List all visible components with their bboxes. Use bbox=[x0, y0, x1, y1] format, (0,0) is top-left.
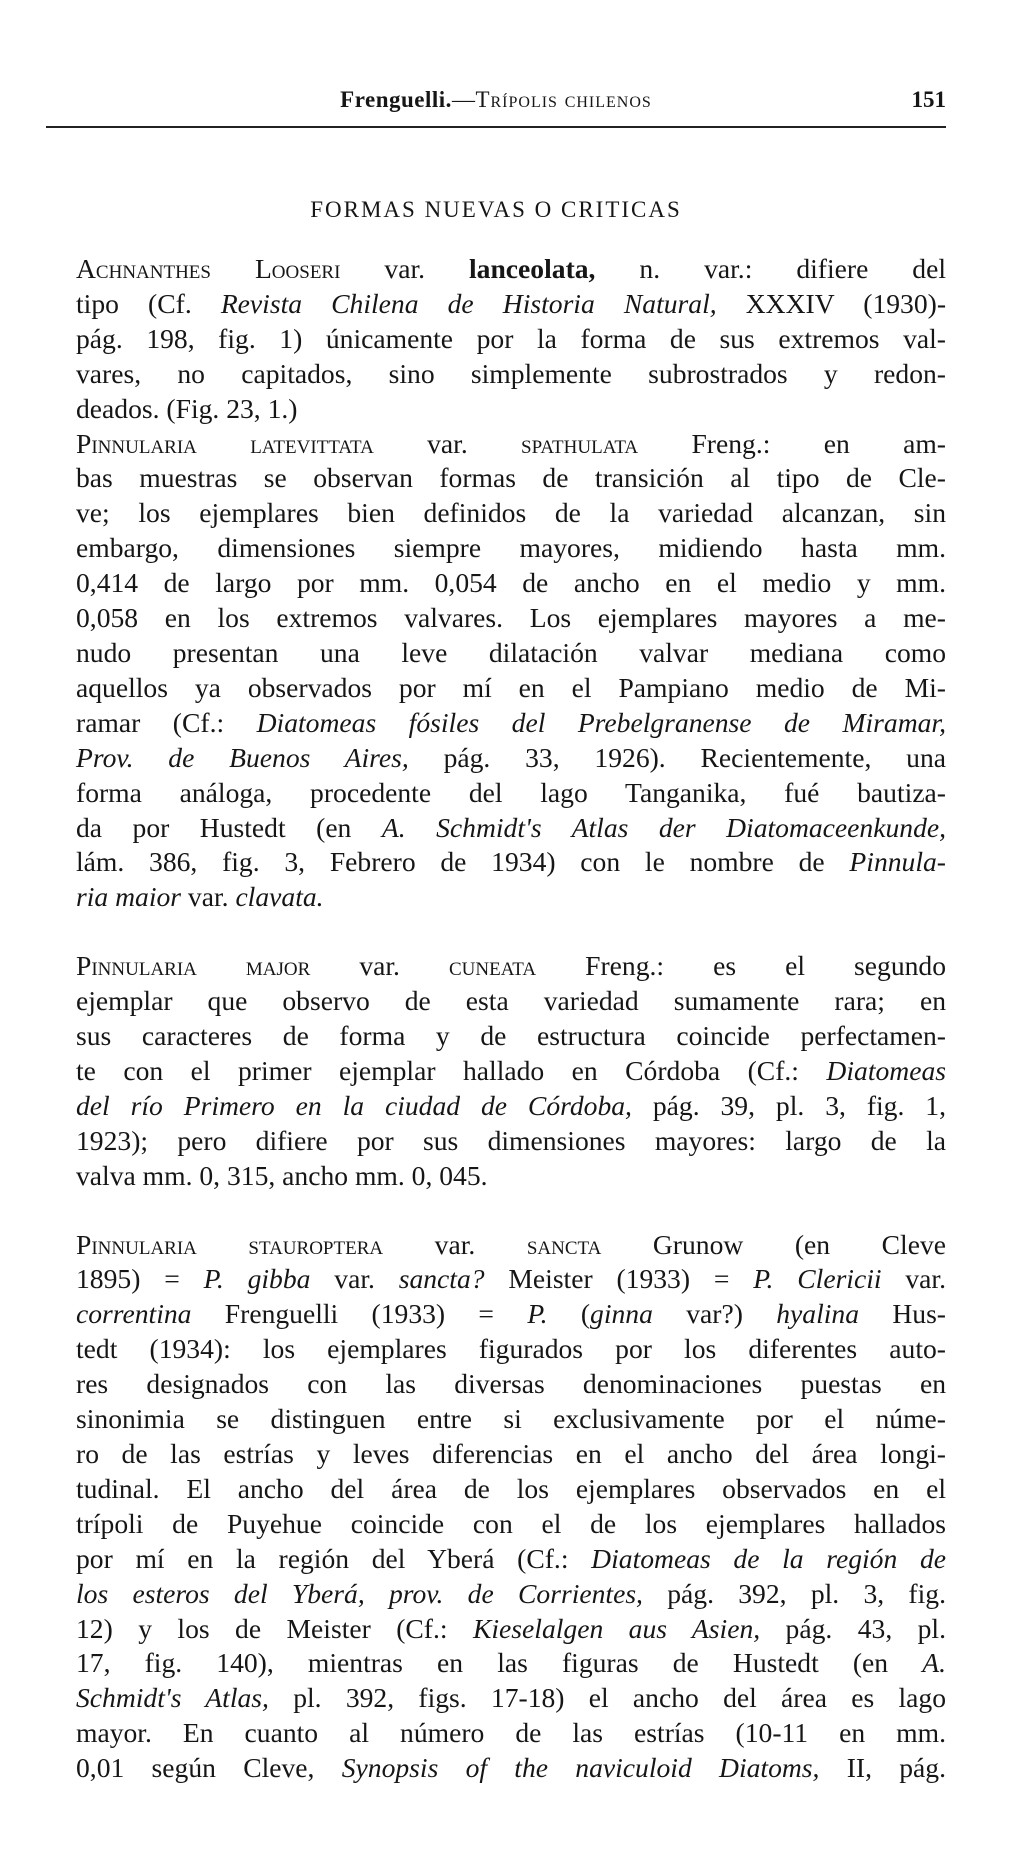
citation-title: Prov. de Buenos Aires, bbox=[76, 741, 409, 773]
text-run: tipo (Cf. bbox=[76, 287, 221, 319]
text-run: Hus- bbox=[859, 1298, 946, 1330]
paragraph-pinnularia-major bbox=[76, 949, 946, 1193]
text-run: lám. 386, fig. 3, Febrero de 1934) con le nombre de bbox=[76, 846, 850, 878]
text-line: valva mm. 0, 315, ancho mm. 0, 045. bbox=[76, 1159, 488, 1191]
new-variety-name: lanceolata, bbox=[469, 253, 596, 284]
text-line bbox=[76, 1262, 946, 1297]
taxon-name: Pinnularia stauroptera bbox=[76, 1228, 384, 1260]
taxon-italic: P. bbox=[527, 1298, 548, 1330]
text-run: pág. 43, pl. bbox=[760, 1612, 946, 1644]
text-line: bas muestras se observan formas de transición al tipo de Cle- bbox=[76, 462, 946, 494]
variety-name: cuneata bbox=[448, 950, 537, 982]
text-line bbox=[76, 1612, 946, 1647]
text-run: var. bbox=[881, 1263, 946, 1295]
body-text bbox=[76, 252, 946, 1786]
text-run: var. bbox=[340, 253, 469, 284]
text-line: tudinal. El ancho del área de los ejemplares observados en el bbox=[76, 1472, 946, 1504]
header-rule bbox=[46, 126, 946, 128]
text-line: aquellos ya observados por mí en el Pampiano medio de Mi- bbox=[76, 671, 946, 703]
paragraph-achnanthes bbox=[76, 252, 946, 427]
text-line bbox=[76, 949, 946, 984]
citation-title: Kieselalgen aus Asien, bbox=[472, 1612, 761, 1644]
text-run: 1895) = bbox=[76, 1263, 204, 1295]
taxon-italic: clavata. bbox=[235, 881, 324, 913]
text-line bbox=[76, 1089, 946, 1124]
text-line: tedt (1934): los ejemplares figurados por los diferentes auto- bbox=[76, 1333, 946, 1365]
text-run: var. bbox=[383, 1228, 527, 1260]
running-head-title: Trípolis chilenos bbox=[475, 87, 652, 112]
text-run: pl. 392, figs. 17-18) el ancho del área es lago bbox=[268, 1682, 946, 1714]
running-head bbox=[46, 82, 946, 118]
taxon-italic: sancta? bbox=[398, 1263, 485, 1295]
text-run: por mí en la región del Yberá (Cf.: bbox=[76, 1542, 592, 1574]
text-run: var. bbox=[373, 427, 522, 459]
citation-title: Revista Chilena de Historia Natural, bbox=[220, 287, 717, 319]
taxon-italic: P. Clericii bbox=[753, 1263, 882, 1295]
taxon-italic: ginna bbox=[590, 1298, 653, 1330]
text-line: mayor. En cuanto al número de las estrías (10-11 en mm. bbox=[76, 1717, 946, 1749]
paragraph-gap bbox=[76, 1194, 946, 1228]
text-run: n. var.: difiere del bbox=[595, 253, 947, 284]
running-head-author: Frenguelli. bbox=[340, 87, 452, 112]
section-title: FORMAS NUEVAS O CRITICAS bbox=[310, 197, 682, 222]
taxon-name: Achnanthes Looseri bbox=[76, 253, 341, 284]
text-line bbox=[76, 1577, 946, 1612]
text-line: ro de las estrías y leves diferencias en el ancho del área longi- bbox=[76, 1438, 946, 1469]
text-run: pág. 33, 1926). Recientemente, una bbox=[408, 741, 946, 773]
text-line bbox=[76, 1542, 946, 1577]
text-line: 0,414 de largo por mm. 0,054 de ancho en el medio y mm. bbox=[76, 567, 946, 599]
citation-title: Diatomeas fósiles del Prebelgranense de Miramar, bbox=[256, 706, 946, 738]
text-line bbox=[76, 741, 946, 776]
text-run: Meister (1933) = bbox=[484, 1263, 754, 1295]
text-run: Frenguelli (1933) = bbox=[191, 1298, 528, 1330]
text-line: pág. 198, fig. 1) únicamente por la forma de sus extremos val- bbox=[76, 322, 946, 354]
text-line bbox=[76, 706, 946, 741]
text-run: da por Hustedt (en bbox=[76, 811, 382, 843]
text-run: Freng.: en am- bbox=[638, 427, 946, 459]
running-head-separator: — bbox=[451, 87, 476, 112]
taxon-name: Pinnularia latevittata bbox=[76, 427, 374, 459]
text-run: var. bbox=[181, 881, 236, 913]
text-line: 1923); pero difiere por sus dimensiones mayores: largo de la bbox=[76, 1124, 946, 1156]
text-line bbox=[76, 427, 946, 462]
running-head-text bbox=[46, 82, 946, 118]
text-line bbox=[76, 845, 946, 880]
text-run: pág. 392, pl. 3, fig. bbox=[642, 1577, 946, 1609]
text-line: deados. (Fig. 23, 1.) bbox=[76, 392, 298, 424]
text-run: var. bbox=[310, 950, 449, 982]
text-line: forma análoga, procedente del lago Tanganika, fué bautiza- bbox=[76, 776, 946, 808]
text-line bbox=[76, 1228, 946, 1263]
text-line: sinonimia se distinguen entre si exclusivamente por el núme- bbox=[76, 1403, 946, 1435]
text-run: var?) bbox=[652, 1298, 777, 1330]
text-line bbox=[76, 880, 946, 915]
text-line bbox=[76, 1054, 946, 1089]
citation-title: del río Primero en la ciudad de Córdoba, bbox=[76, 1089, 632, 1121]
text-run: XXXIV (1930)- bbox=[716, 287, 947, 319]
text-line: trípoli de Puyehue coincide con el de los ejemplares hallados bbox=[76, 1507, 946, 1539]
text-line: vares, no capitados, sino simplemente subrostrados y redon- bbox=[76, 357, 946, 389]
taxon-italic: Pinnula- bbox=[849, 846, 946, 878]
text-line: res designados con las diversas denominaciones puestas en bbox=[76, 1368, 946, 1400]
text-line: embargo, dimensiones siempre mayores, midiendo hasta mm. bbox=[76, 532, 946, 564]
text-line bbox=[76, 1751, 946, 1786]
paragraph-gap bbox=[76, 915, 946, 949]
text-run: 0,01 según Cleve, bbox=[76, 1752, 342, 1784]
citation-title: A. bbox=[922, 1647, 946, 1679]
taxon-italic: ria maior bbox=[76, 881, 182, 913]
citation-title: los esteros del Yberá, prov. de Corrientes, bbox=[76, 1577, 643, 1609]
taxon-italic: P. gibba bbox=[203, 1263, 311, 1295]
paragraph-pinnularia-stauroptera bbox=[76, 1228, 946, 1787]
text-run: var. bbox=[310, 1263, 399, 1295]
text-line bbox=[76, 1297, 946, 1332]
citation-title: Schmidt's Atlas, bbox=[76, 1682, 269, 1714]
text-run: te con el primer ejemplar hallado en Córdoba (Cf.: bbox=[76, 1054, 827, 1086]
text-line: nudo presentan una leve dilatación valvar mediana como bbox=[76, 636, 946, 668]
text-line bbox=[76, 1681, 946, 1716]
text-line: ejemplar que observo de esta variedad sumamente rara; en bbox=[76, 985, 946, 1017]
variety-name: spathulata bbox=[521, 427, 639, 459]
text-line bbox=[76, 252, 946, 287]
text-run: II, pág. bbox=[819, 1752, 946, 1784]
text-line bbox=[76, 811, 946, 846]
text-run: Freng.: es el segundo bbox=[536, 950, 947, 982]
variety-name: sancta bbox=[526, 1228, 602, 1260]
text-run: ( bbox=[547, 1298, 591, 1330]
text-run: 12) y los de Meister (Cf.: bbox=[76, 1612, 473, 1644]
citation-title: Diatomeas bbox=[826, 1054, 946, 1086]
taxon-name: Pinnularia major bbox=[76, 950, 311, 982]
text-line: ve; los ejemplares bien definidos de la variedad alcanzan, sin bbox=[76, 497, 946, 529]
taxon-italic: correntina bbox=[76, 1298, 192, 1330]
citation-title: A. Schmidt's Atlas der Diatomaceenkunde, bbox=[381, 811, 947, 843]
text-line: 0,058 en los extremos valvares. Los ejemplares mayores a me- bbox=[76, 602, 946, 634]
page-number: 151 bbox=[911, 87, 946, 112]
citation-title: Diatomeas de la región de bbox=[591, 1542, 946, 1574]
text-run: pág. 39, pl. 3, fig. 1, bbox=[631, 1089, 946, 1121]
text-run: Grunow (en Cleve bbox=[601, 1228, 947, 1260]
citation-title: Synopsis of the naviculoid Diatoms, bbox=[341, 1752, 820, 1784]
text-run: ramar (Cf.: bbox=[76, 706, 257, 738]
text-run: 17, fig. 140), mientras en las figuras de Hustedt (en bbox=[76, 1647, 923, 1679]
text-line bbox=[76, 287, 946, 322]
taxon-italic: hyalina bbox=[776, 1298, 860, 1330]
text-line bbox=[76, 1646, 946, 1681]
text-line: sus caracteres de forma y de estructura coincide perfectamen- bbox=[76, 1020, 946, 1052]
paragraph-pinnularia-latevittata bbox=[76, 427, 946, 916]
